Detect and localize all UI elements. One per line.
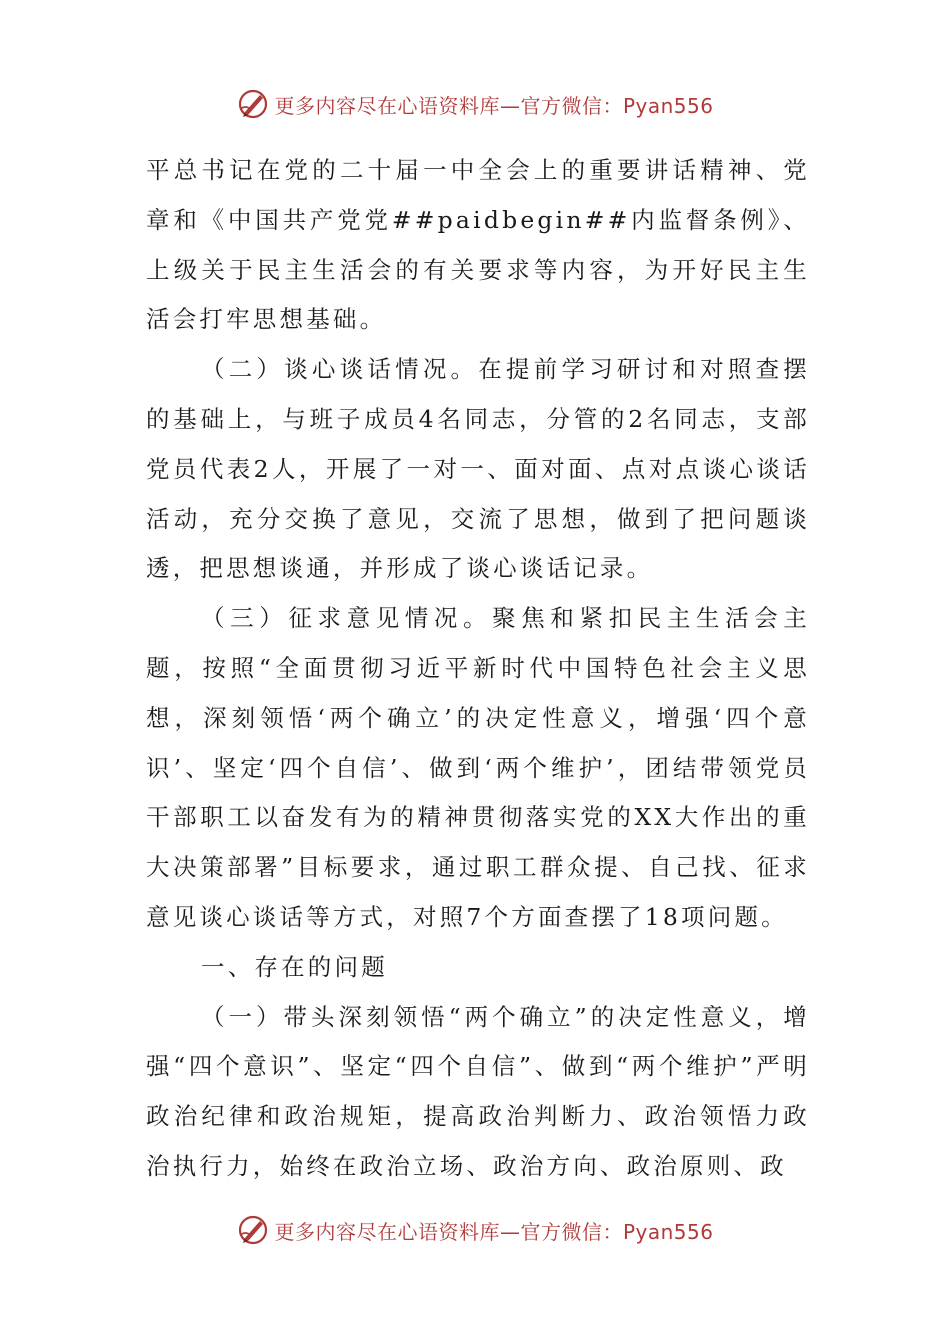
header-banner-text: 更多内容尽在心语资料库—官方微信：Pyan556: [274, 93, 714, 118]
paragraph-problem-one: （一）带头深刻领悟“两个确立”的决定性意义，增强“四个意识”、坚定“四个自信”、做到“两个维护”严明政治纪律和政治规矩，提高政治判断力、政治领悟力政治执行力，始终在政治立场、政治方向、政治原则、政: [146, 1002, 810, 1180]
paragraph-opinion-collection: （三）征求意见情况。聚焦和紧扣民主生活会主题，按照“全面贯彻习近平新时代中国特色社会主义思想，深刻领悟‘两个确立’的决定性意义，增强‘四个意识’、坚定‘四个自信’、做到‘两个维护’，团结带领党员干部职工以奋发有为的精神贯彻落实党的XX大作出的重大决策部署”目标要求，通过职工群众提、自己找、征求意见谈心谈话等方式，对照7个方面查摆了18项问题。: [146, 604, 810, 931]
footer-banner-text: 更多内容尽在心语资料库—官方微信：Pyan556: [274, 1219, 714, 1244]
footer-banner: [0, 1210, 950, 1250]
paragraph-continuation: 平总书记在党的二十届一中全会上的重要讲话精神、党章和《中国共产党党##paidbegin##内监督条例》、上级关于民主生活会的有关要求等内容，为开好民主生活会打牢思想基础。: [146, 156, 810, 334]
pen-seal-logo-icon: [236, 1213, 270, 1247]
section-heading-problems: 一、存在的问题: [201, 952, 388, 981]
header-banner: [0, 84, 950, 124]
document-body: [146, 146, 810, 1192]
paragraph-talk-situation: （二）谈心谈话情况。在提前学习研讨和对照查摆的基础上，与班子成员4名同志，分管的2名同志，支部党员代表2人，开展了一对一、面对面、点对点谈心谈话活动，充分交换了意见，交流了思想，做到了把问题谈透，把思想谈通，并形成了谈心谈话记录。: [146, 355, 810, 583]
pen-seal-logo-icon: [236, 87, 270, 121]
